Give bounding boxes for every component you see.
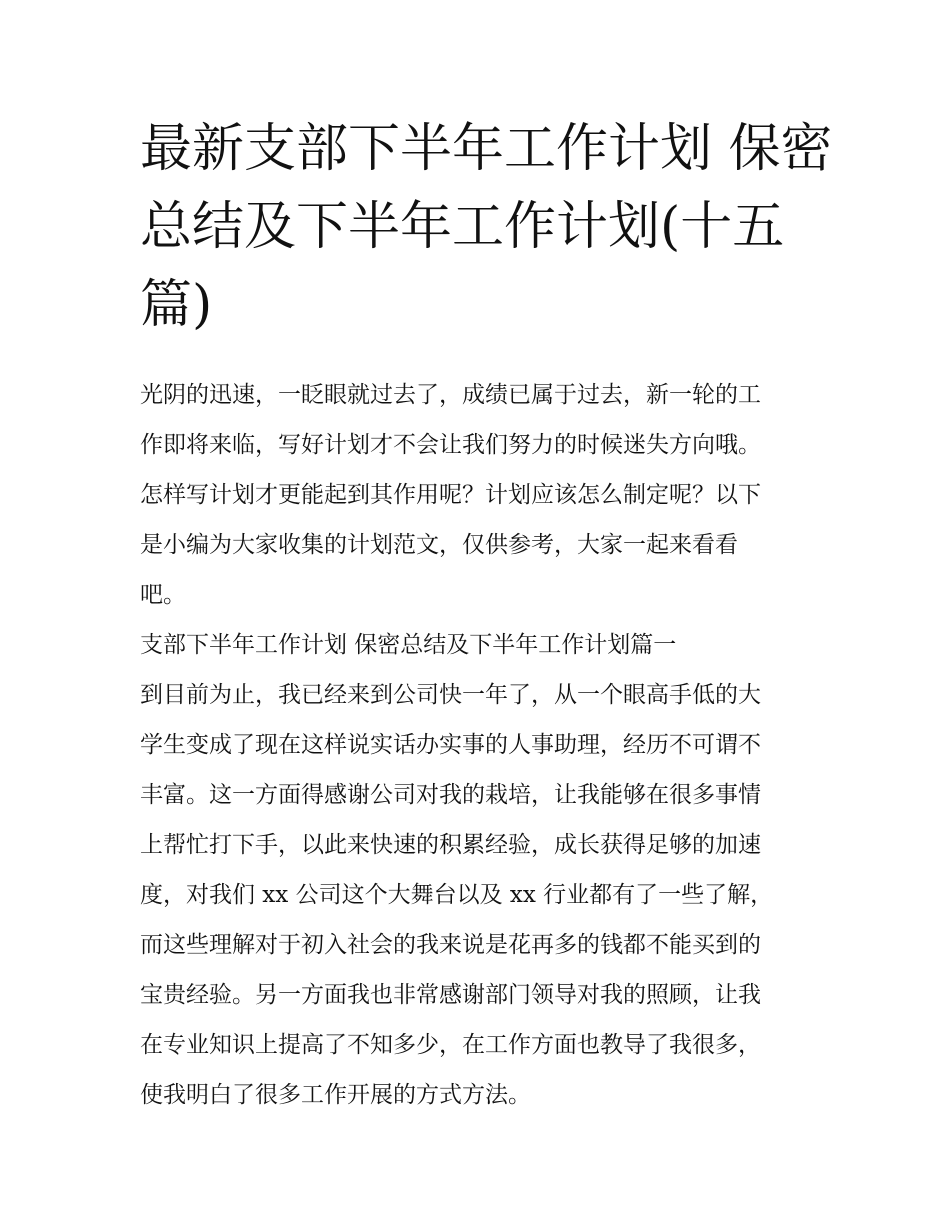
section-line-5: 度，对我们 xx 公司这个大舞台以及 xx 行业都有了一些了解， [140,882,774,908]
section-line-2: 学生变成了现在这样说实话办实事的人事助理，经历不可谓不 [140,732,761,758]
section-paragraph [140,670,812,1120]
section-line-9: 使我明白了很多工作开展的方式方法。 [140,1082,531,1108]
intro-paragraph [140,370,812,620]
document-body [140,370,812,1120]
document-page [140,110,833,1120]
intro-line-4: 是小编为大家收集的计划范文，仅供参考，大家一起来看看 [140,532,738,558]
title-line-1: 最新支部下半年工作计划 保密 [140,119,833,179]
intro-line-5: 吧。 [140,582,186,608]
section-line-4: 上帮忙打下手，以此来快速的积累经验，成长获得足够的加速 [140,832,761,858]
section-line-3: 丰富。这一方面得感谢公司对我的栽培，让我能够在很多事情 [140,782,761,808]
intro-line-1: 光阴的迅速，一眨眼就过去了，成绩已属于过去，新一轮的工 [140,382,761,408]
section-line-7: 宝贵经验。另一方面我也非常感谢部门领导对我的照顾，让我 [140,982,761,1008]
document-title [140,110,833,344]
title-line-2: 总结及下半年工作计划(十五 [140,197,785,257]
section-line-1: 到目前为止，我已经来到公司快一年了，从一个眼高手低的大 [140,682,761,708]
section-line-6: 而这些理解对于初入社会的我来说是花再多的钱都不能买到的 [140,932,761,958]
title-line-3: 篇) [140,275,213,335]
section-heading: 支部下半年工作计划 保密总结及下半年工作计划篇一 [140,632,677,658]
intro-line-2: 作即将来临，写好计划才不会让我们努力的时候迷失方向哦。 [140,432,761,458]
intro-line-3: 怎样写计划才更能起到其作用呢？计划应该怎么制定呢？以下 [140,482,761,508]
section-line-8: 在专业知识上提高了不知多少，在工作方面也教导了我很多， [140,1032,761,1058]
